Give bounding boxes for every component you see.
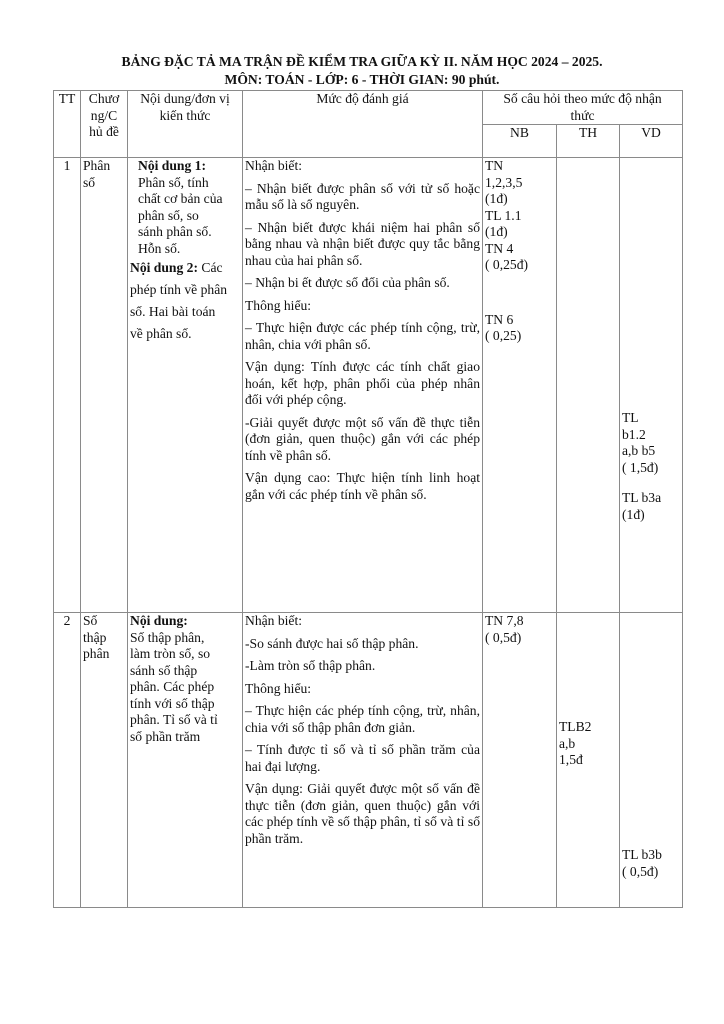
- header-th: TH: [557, 125, 620, 158]
- header-evaluation-level: Mức độ đánh giá: [243, 91, 483, 158]
- evaluation-criteria: Nhận biết: – Nhận biết được phân số với tử số hoặc mẫu số là số nguyên. – Nhận biết được khái niệm hai phân số bằng nhau và nhận biết được quy tắc bằng nhau của hai phân số. – Nhận bi ết được số đối của phân số. Thông hiểu: – Thực hiện được các phép tính cộng, trừ, nhân, chia với phân số. Vận dụng: Tính được các tính chất giao hoán, kết hợp, phân phối của phép nhân đối với phép cộng. -Giải quyết được một số vấn đề thực tiễn (đơn giản, quen thuộc) gắn với các phép tính về phân số. Vận dụng cao: Thực hiện tính linh hoạt gắn với các phép tính về phân số.: [243, 158, 483, 613]
- row-number: 1: [54, 158, 81, 613]
- header-tt: TT: [54, 91, 81, 158]
- nb-questions: TN 1,2,3,5 (1đ) TL 1.1 (1đ) TN 4 ( 0,25đ) TN 6 ( 0,25): [483, 158, 557, 613]
- nb-questions: TN 7,8 ( 0,5đ): [483, 613, 557, 908]
- header-vd: VD: [620, 125, 683, 158]
- th-questions: TLB2 a,b 1,5đ: [557, 613, 620, 908]
- page-subtitle: MÔN: TOÁN - LỚP: 6 - THỜI GIAN: 90 phút.: [224, 72, 500, 87]
- header-question-count: Số câu hỏi theo mức độ nhận thức: [483, 91, 683, 125]
- chapter-name: Phân số: [81, 158, 128, 613]
- content-unit: Nội dung: Số thập phân, làm tròn số, so sánh số thập phân. Các phép tính với số thập phân. Tỉ số và tỉ số phần trăm: [128, 613, 243, 908]
- header-nb: NB: [483, 125, 557, 158]
- table-row: [54, 158, 683, 613]
- vd-questions: TL b3b ( 0,5đ): [620, 613, 683, 908]
- header-row: [54, 91, 683, 125]
- content-unit: Nội dung 1: Phân số, tính chất cơ bản của phân số, so sánh phân số. Hỗn số. Nội dung 2: Các phép tính về phân số. Hai bài toán về phân số.: [128, 158, 243, 613]
- row-number: 2: [54, 613, 81, 908]
- header-content: Nội dung/đơn vị kiến thức: [128, 91, 243, 158]
- header-chapter: Chươ ng/C hủ đề: [81, 91, 128, 158]
- evaluation-criteria: Nhận biết: -So sánh được hai số thập phân. -Làm tròn số thập phân. Thông hiểu: – Thực hiện các phép tính cộng, trừ, nhân, chia với số thập phân đơn giản. – Tính được tỉ số và tỉ số phần trăm của hai đại lượng. Vận dụng: Giải quyết được một số vấn đề thực tiễn (đơn giản, quen thuộc) gắn với các phép tính về số thập phân, tỉ số và tỉ số phần trăm.: [243, 613, 483, 908]
- spec-matrix-table: [53, 90, 683, 908]
- th-questions: [557, 158, 620, 613]
- chapter-name: Số thập phân: [81, 613, 128, 908]
- page-title: BẢNG ĐẶC TẢ MA TRẬN ĐỀ KIỂM TRA GIỮA KỲ II. NĂM HỌC 2024 – 2025.: [121, 54, 603, 69]
- vd-questions: TL b1.2 a,b b5 ( 1,5đ) TL b3a (1đ): [620, 158, 683, 613]
- table-row: [54, 613, 683, 908]
